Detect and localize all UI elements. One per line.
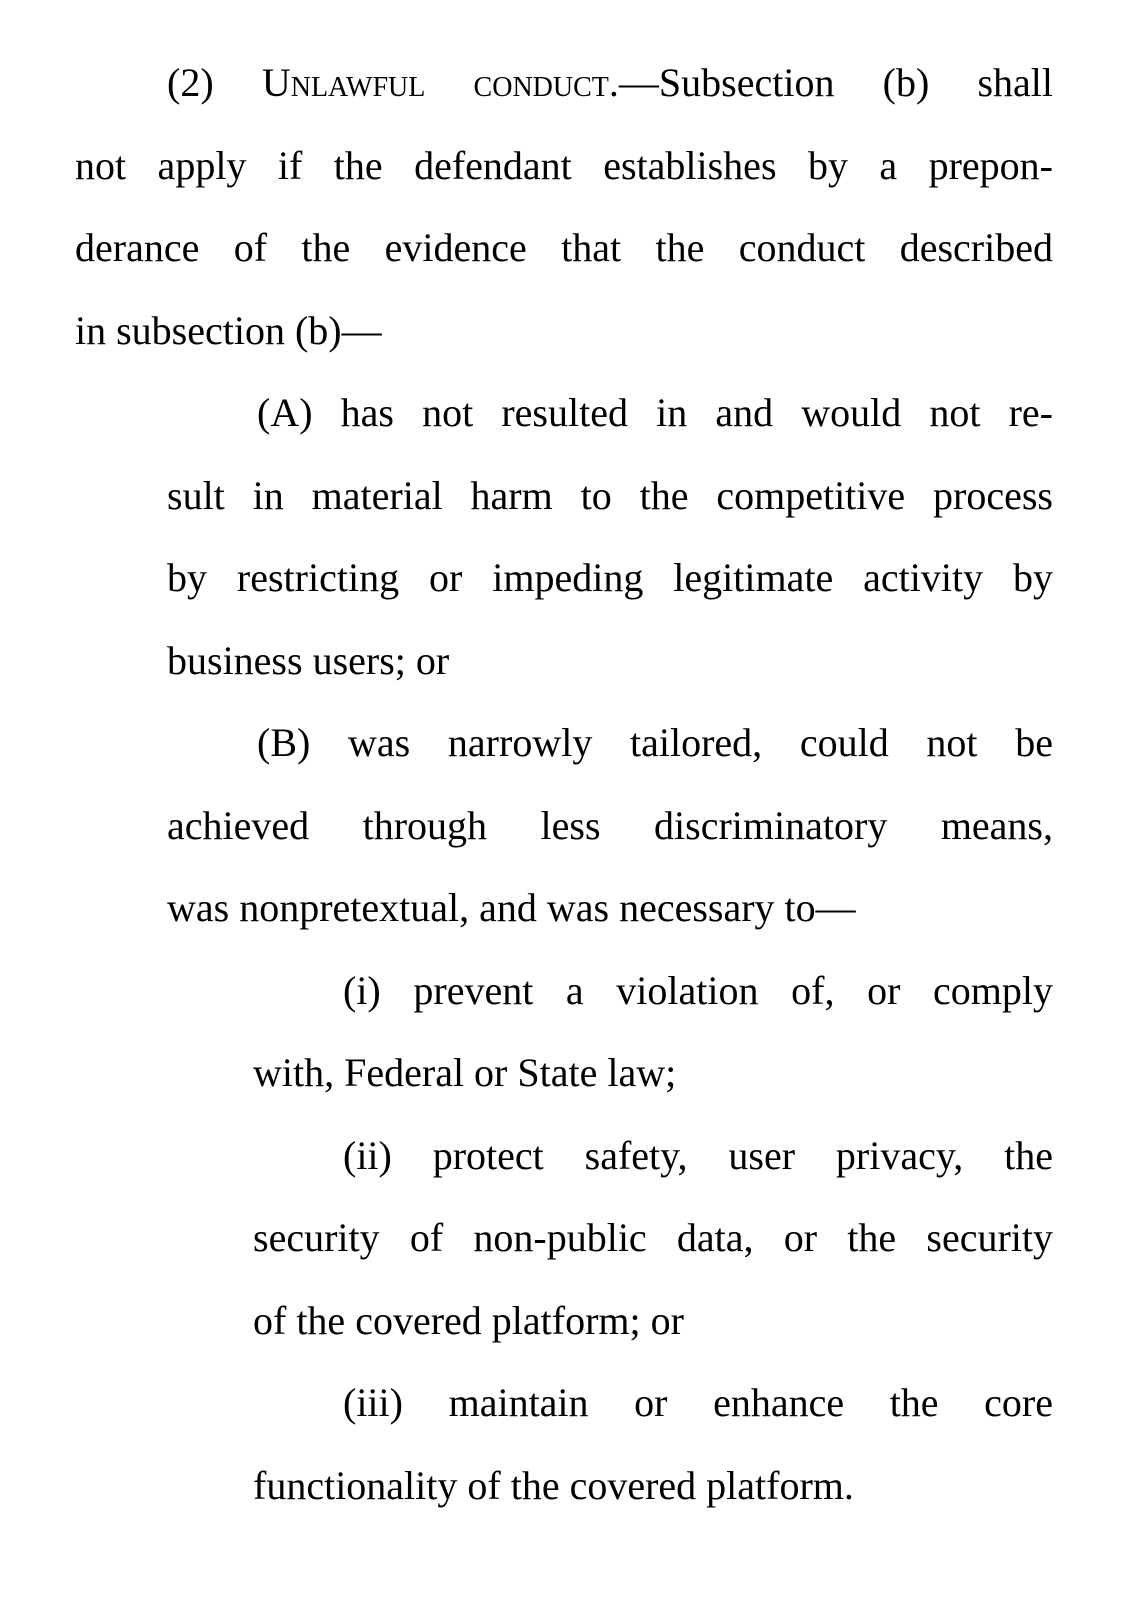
clause-iii — [0, 1362, 1146, 1527]
paragraph-2-unlawful-conduct — [0, 42, 1146, 372]
text-line: derance of the evidence that the conduct described — [75, 225, 1053, 270]
text-line: business users; or — [167, 637, 450, 683]
text-line: (iii) maintain or enhance the core — [343, 1380, 1053, 1425]
heading-continuation-text: —Subsection (b) shall — [618, 60, 1054, 105]
text-line: functionality of the covered platform. — [253, 1462, 854, 1508]
text-line — [75, 42, 1053, 125]
text-line: was nonpretextual, and was necessary to— — [167, 885, 856, 930]
smallcaps-heading: Unlawful conduct. — [261, 60, 619, 105]
clause-ii — [0, 1115, 1146, 1363]
text-line: achieved through less discriminatory means, — [167, 802, 1053, 848]
text-line: (ii) protect safety, user privacy, the — [343, 1132, 1053, 1178]
text-line: in subsection (b)— — [75, 307, 382, 353]
clause-i — [0, 950, 1146, 1115]
text-line: not apply if the defendant establishes by a prepon- — [75, 142, 1053, 188]
text-line: security of non-public data, or the security — [253, 1215, 1053, 1260]
text-line: by restricting or impeding legitimate activity by — [167, 555, 1053, 600]
text-line: (i) prevent a violation of, or comply — [343, 967, 1053, 1013]
subparagraph-A — [0, 372, 1146, 702]
paragraph-marker: (2) — [167, 60, 262, 105]
subparagraph-B — [0, 702, 1146, 950]
text-line: (B) was narrowly tailored, could not be — [257, 720, 1053, 765]
text-line: with, Federal or State law; — [253, 1050, 677, 1095]
text-line: (A) has not resulted in and would not re- — [257, 390, 1053, 435]
text-line: sult in material harm to the competitive process — [167, 472, 1053, 518]
text-line: of the covered platform; or — [253, 1297, 684, 1343]
